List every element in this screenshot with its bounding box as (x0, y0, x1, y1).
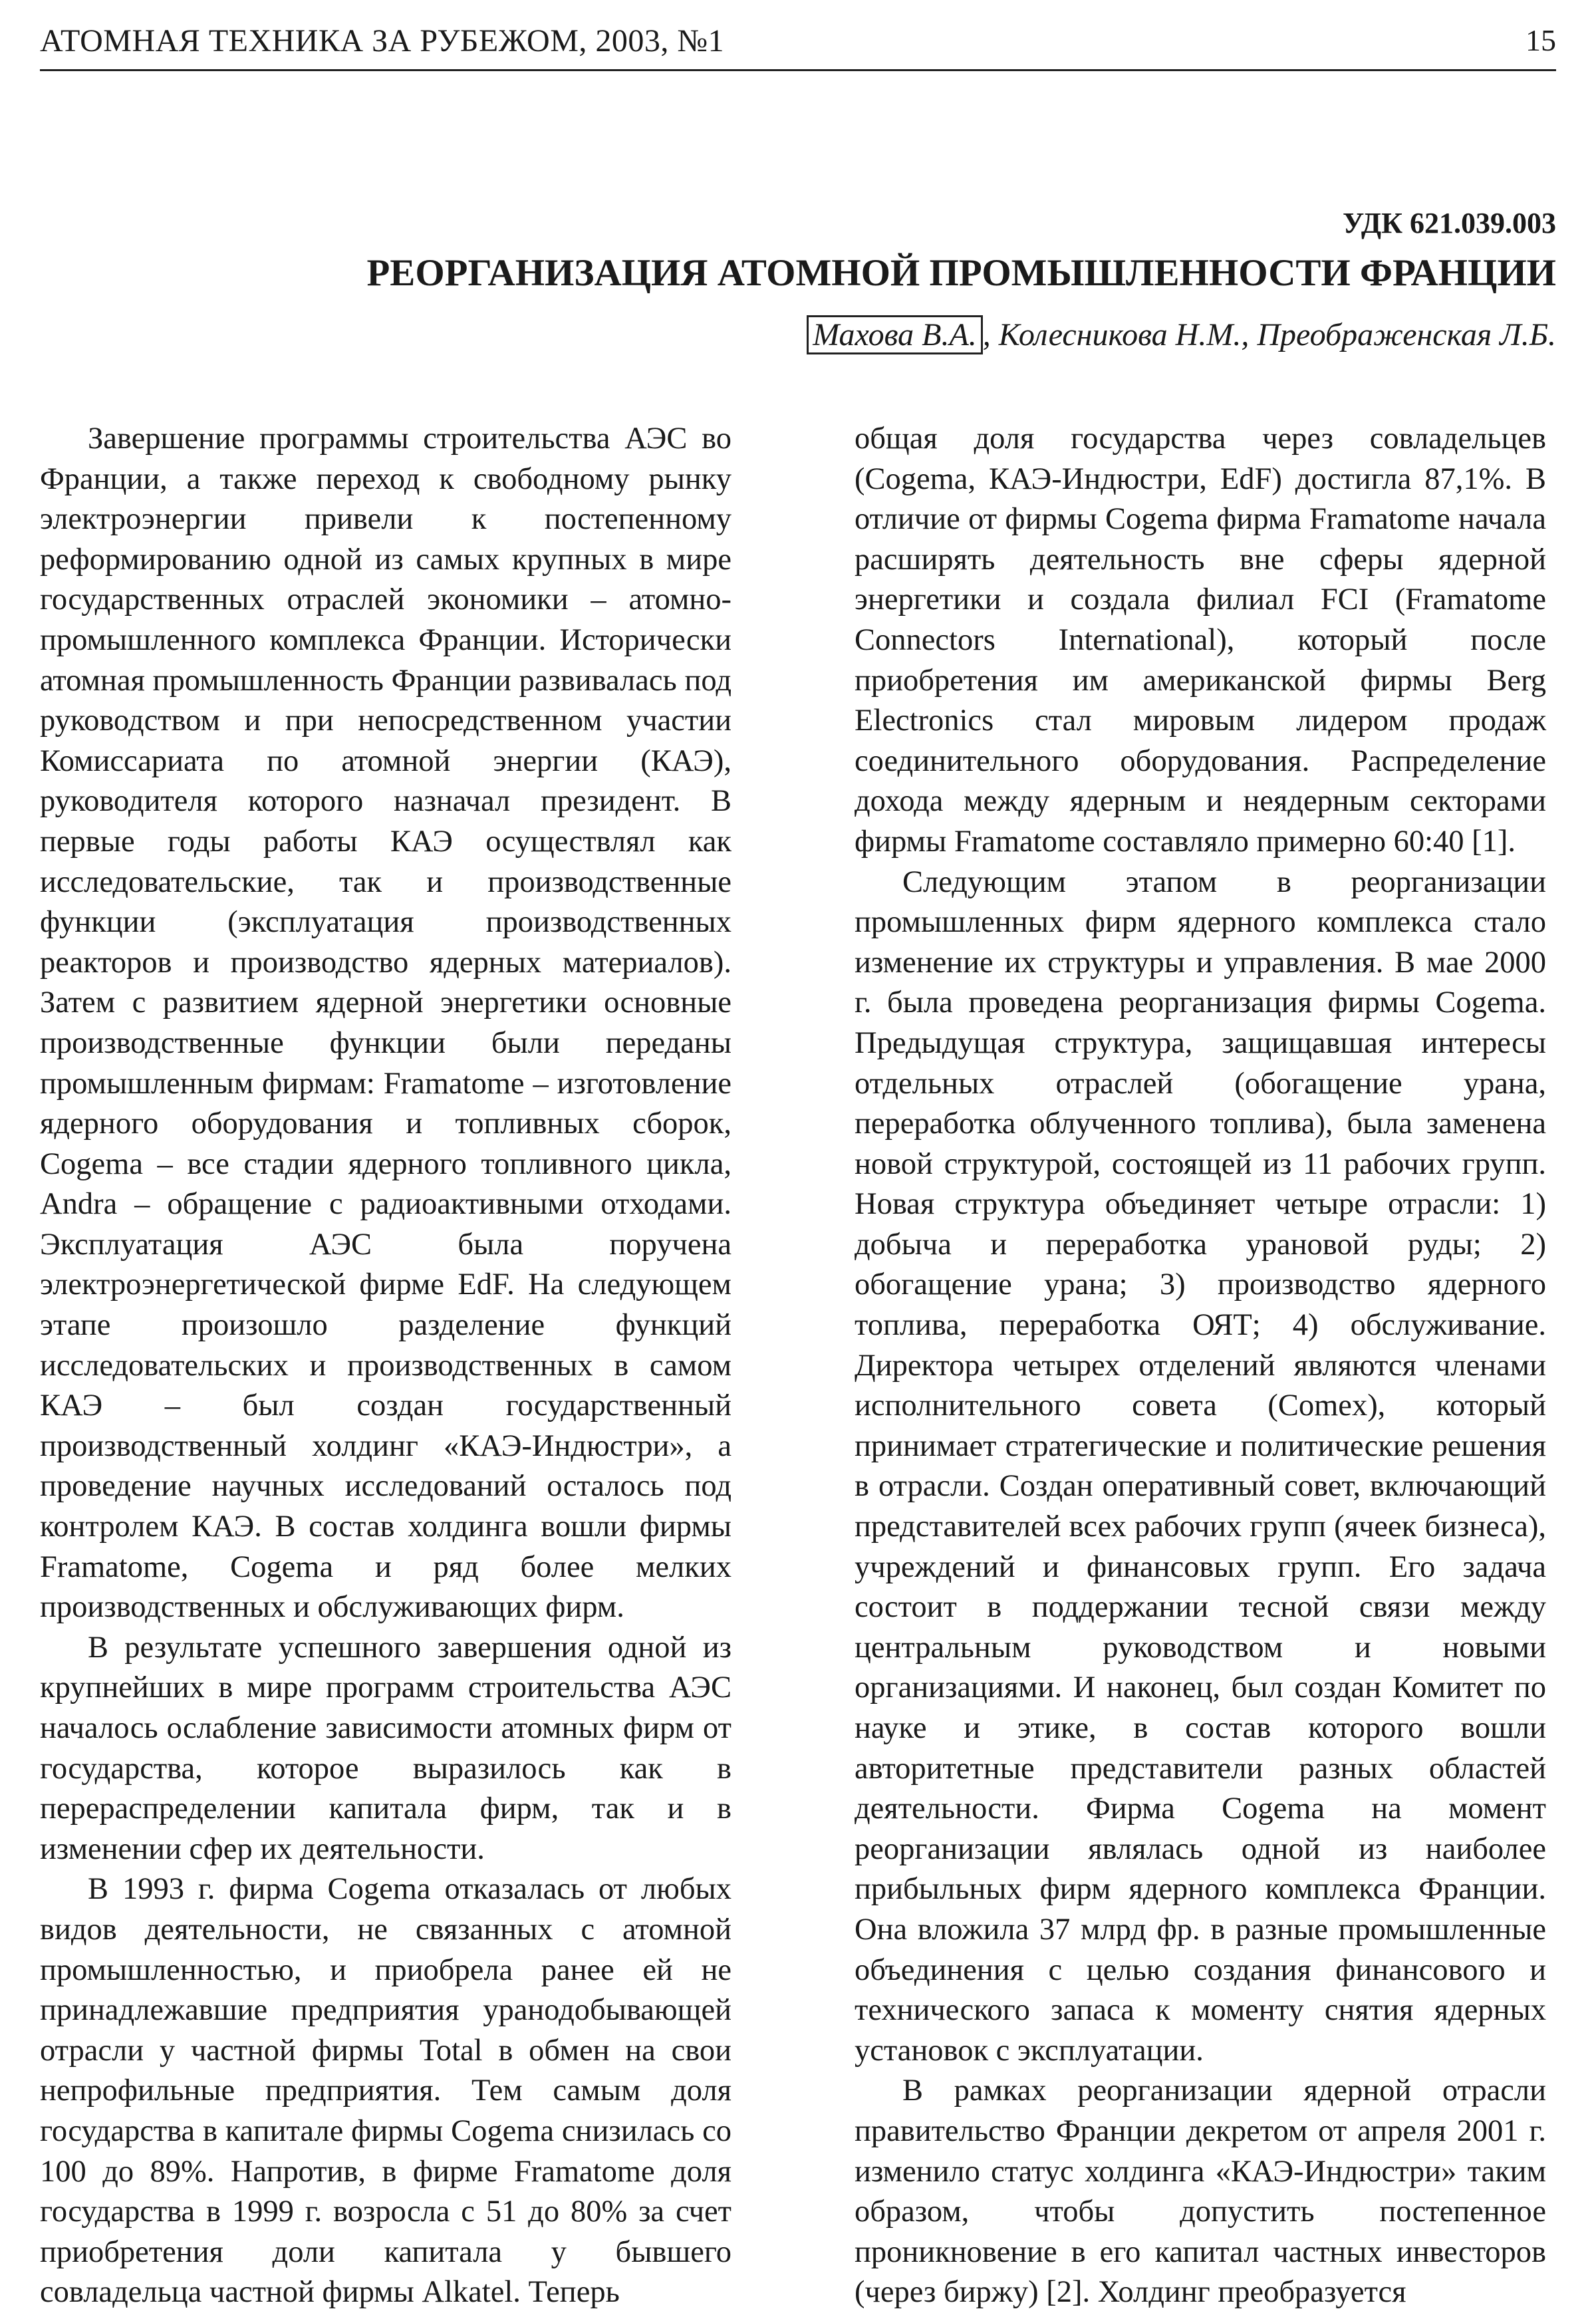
left-column (40, 419, 732, 2313)
paragraph: Следующим этапом в реорганизации промышленных фирм ядерного комплекса стало изменение их структуры и управления. В мае 2000 г. была проведена реорганизация фирмы Cogema. Предыдущая структура, защищавшая интересы отдельных отраслей (обогащение урана, переработка облученного топлива), была заменена новой структурой, состоящей из 11 рабочих групп. Новая структура объединяет четыре отрасли: 1) добыча и переработка урановой руды; 2) обогащение урана; 3) производство ядерного топлива, переработка ОЯТ; 4) обслуживание. Директора четырех отделений являются членами исполнительного совета (Comex), который принимает стратегические и политические решения в отрасли. Создан оперативный совет, включающий представителей всех рабочих групп (ячеек бизнеса), учреждений и финансовых групп. Его задача состоит в поддержании тесной связи между центральным руководством и новыми организациями. И наконец, был создан Комитет по науке и этике, в состав которого вошли авторитетные представители разных областей деятельности. Фирма Cogema на момент реорганизации являлась одной из наиболее прибыльных фирм ядерного комплекса Франции. Она вложила 37 млрд фр. в разные промышленные объединения с целью создания финансового и технического запаса к моменту снятия ядерных установок с эксплуатации. (855, 865, 1546, 2068)
paragraph: В рамках реорганизации ядерной отрасли правительство Франции декретом от апреля 2001 г. изменило статус холдинга «КАЭ-Индюстри» таким образом, чтобы допустить постепенное проникновение в его капитал частных инвесторов (через биржу) [2]. Холдинг преобразуется (855, 2074, 1546, 2310)
paragraph: В 1993 г. фирма Cogema отказалась от любых видов деятельности, не связанных с атомной промышленностью, и приобрела ранее ей не принадлежавшие предприятия уранодобывающей отрасли у частной фирмы Total в обмен на свои непрофильные предприятия. Тем самым доля государства в капитале фирмы Cogema снизилась со 100 до 89%. Напротив, в фирме Framatome доля государства в 1999 г. возросла с 51 до 80% за счет приобретения доли капитала у бывшего совладельца частной фирмы Alkatel. Теперь (40, 1872, 732, 2310)
authors-line (807, 317, 1556, 353)
right-column (855, 419, 1546, 2313)
paragraph: Завершение программы строительства АЭС во Франции, а также переход к свободному рынку электроэнергии привели к постепенному реформированию одной из самых крупных в мире государственных отраслей экономики – атомно-промышленного комплекса Франции. Исторически атомная промышленность Франции развивалась под руководством и при непосредственном участии Комиссариата по атомной энергии (КАЭ), руководителя которого назначал президент. В первые годы работы КАЭ осуществлял как исследовательские, так и производственные функции (эксплуатация производственных реакторов и производство ядерных материалов). Затем с развитием ядерной энергетики основные производственные функции были переданы промышленным фирмам: Framatome – изготовление ядерного оборудования и топливных сборок, Cogema – все стадии ядерного топливного цикла, Andra – обращение с радиоактивными отходами. Эксплуатация АЭС была поручена электроэнергетической фирме EdF. На следующем этапе произошло разделение функций исследовательских и производственных в самом КАЭ – был создан государственный производственный холдинг «КАЭ-Индюстри», а проведение научных исследований осталось под контролем КАЭ. В состав холдинга вошли фирмы Framatome, Cogema и ряд более мелких производственных и обслуживающих фирм. (40, 422, 732, 1625)
paragraph: В результате успешного завершения одной из крупнейших в мире программ строительства АЭС началось ослабление зависимости атомных фирм от государства, которое выразилось как в перераспределении капитала фирм, так и в изменении сфер их деятельности. (40, 1630, 732, 1866)
author-boxed: Махова В.А. (807, 315, 983, 354)
paragraph: общая доля государства через совладельцев (Cogema, КАЭ-Индюстри, EdF) достигла 87,1%. В отличие от фирмы Cogema фирма Framatome начала расширять деятельность вне сферы ядерной энергетики и создала филиал FCI (Framatome Connectors International), который после приобретения им американской фирмы Berg Electronics стал мировым лидером продаж соединительного оборудования. Распределение дохода между ядерным и неядерным секторами фирмы Framatome составляло примерно 60:40 [1]. (855, 422, 1546, 859)
article-title: РЕОРГАНИЗАЦИЯ АТОМНОЙ ПРОМЫШЛЕННОСТИ ФРАНЦИИ (366, 252, 1556, 294)
running-header (40, 19, 1556, 71)
journal-title: АТОМНАЯ ТЕХНИКА ЗА РУБЕЖОМ, 2003, №1 (40, 23, 725, 59)
authors-rest: , Колесникова Н.М., Преображенская Л.Б. (982, 317, 1556, 352)
udk-code: УДК 621.039.003 (1342, 207, 1556, 239)
page-number: 15 (1526, 23, 1556, 57)
